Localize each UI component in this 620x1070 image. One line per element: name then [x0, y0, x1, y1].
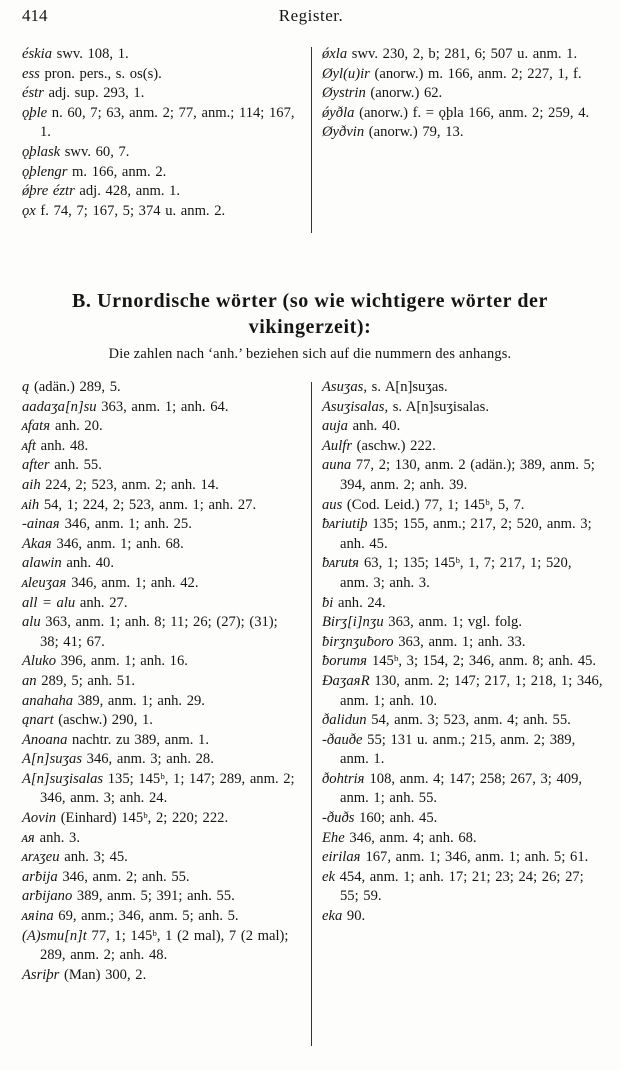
bottom-index-columns — [22, 378, 602, 1058]
index-entry — [322, 809, 604, 829]
index-entry — [22, 770, 300, 809]
entry-headword: an — [22, 672, 37, 689]
index-entry — [22, 829, 300, 849]
index-entry — [322, 496, 604, 516]
section-b-note: Die zahlen nach ‘anh.’ beziehen sich auf die nummern des anhangs. — [108, 346, 512, 362]
index-entry — [322, 907, 604, 927]
entry-references: 130, anm. 2; 147; 217, 1; 218, 1; 346, anm. 1; anh. 10. — [340, 672, 603, 709]
entry-headword: anahaha — [22, 692, 74, 709]
entry-references: (aschw.) 290, 1. — [53, 712, 153, 729]
entry-headword: ąnart — [22, 712, 54, 729]
entry-references: 346, anm. 1; anh. 42. — [66, 574, 199, 591]
entry-headword: A[n]suʒas — [22, 751, 82, 768]
entry-references: 363, anm. 1; anh. 64. — [96, 398, 229, 415]
entry-references: 363, anm. 1; anh. 33. — [393, 633, 526, 650]
index-entry — [22, 65, 300, 85]
entry-references: 135; 155, anm.; 217, 2; 520, anm. 3; anh. 45. — [340, 516, 592, 552]
index-entry — [322, 731, 604, 770]
entry-references: 363, anm. 1; vgl. folg. — [383, 614, 522, 631]
entry-references: 55; 131 u. anm.; 215, anm. 2; 389, anm. 1. — [340, 731, 576, 768]
entry-headword: aadaʒa[n]su — [22, 398, 97, 415]
section-b-heading: B. Urnordische wörter (so wie wichtigere wörter der vikingerzeit): — [71, 290, 549, 338]
index-entry — [322, 848, 604, 868]
entry-headword: eka — [322, 908, 343, 925]
entry-headword: ek — [322, 868, 335, 885]
index-entry — [22, 104, 300, 143]
top-right-column — [322, 45, 604, 143]
index-entry — [22, 907, 300, 927]
index-entry — [322, 84, 604, 104]
index-entry — [22, 84, 300, 104]
entry-references: 346, anm. 2; anh. 55. — [57, 868, 190, 885]
entry-references: (anorw.) m. 166, anm. 2; 227, 1, f. — [369, 65, 582, 82]
entry-headword: ᴀᴙina — [22, 908, 54, 925]
entry-references: (adän.) 289, 5. — [29, 379, 121, 395]
index-entry — [322, 672, 604, 711]
entry-references: 54, anm. 3; 523, anm. 4; anh. 55. — [366, 712, 571, 729]
entry-references: anh. 27. — [75, 594, 128, 611]
entry-references: 396, anm. 1; anh. 16. — [56, 653, 188, 670]
entry-references: nachtr. zu 389, anm. 1. — [67, 731, 209, 748]
entry-headword: -ðuðs — [322, 810, 355, 827]
entry-headword: Aluko — [22, 653, 57, 670]
entry-headword: ǫx — [22, 202, 36, 219]
top-index-columns — [22, 45, 602, 260]
entry-references: 160; anh. 45. — [354, 810, 438, 827]
entry-references: (Cod. Leid.) 77, 1; 145ᵇ, 5, 7. — [342, 496, 525, 513]
index-entry — [22, 574, 300, 594]
entry-headword: Øyl(u)ir — [322, 65, 370, 82]
entry-headword: ǿþre éztr — [22, 183, 75, 200]
index-entry — [22, 143, 300, 163]
entry-headword: aus — [322, 496, 343, 513]
entry-headword: auja — [322, 418, 348, 435]
index-entry — [22, 378, 300, 398]
entry-references: 289, 5; anh. 51. — [36, 672, 136, 689]
index-entry — [322, 65, 604, 85]
index-entry — [22, 456, 300, 476]
entry-references: 454, anm. 1; anh. 17; 21; 23; 24; 26; 27; 55; 59. — [334, 868, 584, 905]
index-entry — [322, 868, 604, 907]
index-entry — [322, 398, 604, 418]
entry-headword: A[n]suʒisalas — [22, 770, 104, 787]
index-entry — [22, 927, 300, 966]
entry-headword: ƀᴀriutiþ — [322, 516, 368, 533]
entry-headword: éstr — [22, 85, 44, 102]
entry-references: (anorw.) 62. — [365, 85, 443, 102]
entry-references: anh. 40. — [61, 555, 114, 572]
entry-headword: -ainaᴙ — [22, 516, 60, 533]
entry-headword: all = alu — [22, 594, 76, 611]
entry-headword: ƀorumᴙ — [322, 653, 368, 670]
entry-references: m. 166, anm. 2. — [67, 163, 167, 180]
index-entry — [322, 711, 604, 731]
index-entry — [22, 594, 300, 614]
index-entry — [22, 496, 300, 516]
entry-headword: Anoana — [22, 731, 68, 748]
entry-references: swv. 230, 2, b; 281, 6; 507 u. anm. 1. — [347, 46, 578, 62]
entry-references: 63, 1; 135; 145ᵇ, 1, 7; 217, 1; 520, anm. 3; anh. 3. — [340, 555, 572, 591]
entry-headword: ǫþlask — [22, 143, 61, 160]
index-entry — [22, 966, 300, 986]
entry-headword: ƀirʒnʒuƀoro — [322, 633, 394, 650]
entry-headword: Ehe — [322, 829, 345, 846]
entry-references: f. 74, 7; 167, 5; 374 u. anm. 2. — [35, 202, 226, 219]
entry-headword: ᴀleuʒaᴙ — [22, 574, 67, 591]
index-entry — [22, 652, 300, 672]
index-entry — [22, 711, 300, 731]
entry-headword: Birʒ[i]nʒu — [322, 614, 384, 631]
index-entry — [22, 202, 300, 222]
entry-references: 346, anm. 1; anh. 25. — [59, 516, 192, 533]
entry-references: anh. 48. — [35, 437, 89, 454]
entry-headword: ą — [22, 379, 30, 395]
index-entry — [322, 45, 604, 65]
index-entry — [22, 437, 300, 457]
entry-headword: auna — [322, 457, 352, 474]
top-left-column — [22, 45, 300, 221]
index-entry — [322, 613, 604, 633]
index-entry — [22, 868, 300, 888]
entry-references: 389, anm. 1; anh. 29. — [73, 692, 205, 709]
entry-references: pron. pers., s. os(s). — [39, 65, 162, 82]
entry-references: 69, anm.; 346, anm. 5; anh. 5. — [53, 908, 239, 925]
entry-references: 54, 1; 224, 2; 523, anm. 1; anh. 27. — [39, 496, 257, 513]
index-entry — [22, 476, 300, 496]
entry-headword: Akaᴙ — [22, 535, 52, 552]
index-entry — [22, 163, 300, 183]
entry-headword: ǿyðla — [322, 104, 355, 121]
entry-references: 135; 145ᵇ, 1; 147; 289, anm. 2; 346, anm. 3; anh. 24. — [40, 770, 295, 807]
entry-headword: Øyðvin — [322, 124, 365, 141]
entry-references: (Einhard) 145ᵇ, 2; 220; 222. — [56, 810, 229, 827]
index-entry — [322, 437, 604, 457]
entry-headword: ᴀft — [22, 437, 36, 454]
entry-references: 346, anm. 4; anh. 68. — [344, 829, 477, 846]
entry-references: anh. 3. — [35, 829, 80, 846]
entry-headword: ᴀih — [22, 496, 40, 513]
index-entry — [322, 633, 604, 653]
entry-references: anh. 55. — [49, 457, 102, 474]
entry-headword: arƀijano — [22, 888, 73, 905]
index-entry — [322, 417, 604, 437]
entry-references: (aschw.) 222. — [352, 437, 436, 454]
entry-headword: Asuʒas — [322, 379, 364, 395]
entry-references: anh. 40. — [347, 418, 401, 435]
entry-headword: Aulfr — [322, 437, 352, 454]
entry-headword: ess — [22, 65, 40, 82]
index-entry — [322, 594, 604, 614]
index-entry — [22, 692, 300, 712]
entry-references: adj. 428, anm. 1. — [74, 183, 181, 200]
entry-headword: ÐaʒaᴙR — [322, 672, 370, 689]
index-entry — [322, 652, 604, 672]
entry-headword: (A)smu[n]t — [22, 927, 87, 944]
entry-references: anh. 3; 45. — [59, 849, 128, 866]
index-entry — [22, 848, 300, 868]
index-entry — [22, 887, 300, 907]
entry-references: 346, anm. 1; anh. 68. — [51, 535, 184, 552]
entry-headword: ǫþlengr — [22, 163, 68, 180]
entry-headword: alawin — [22, 555, 62, 572]
index-entry — [22, 45, 300, 65]
column-divider — [311, 47, 312, 233]
entry-headword: eirilaᴙ — [322, 849, 361, 866]
entry-references: anh. 24. — [333, 594, 386, 611]
entry-references: anh. 20. — [50, 418, 103, 435]
index-entry — [22, 750, 300, 770]
index-entry — [322, 104, 604, 124]
index-entry — [22, 182, 300, 202]
index-entry — [22, 554, 300, 574]
entry-headword: ƀi — [322, 594, 334, 611]
entry-references: swv. 60, 7. — [60, 143, 130, 160]
entry-references: (Man) 300, 2. — [59, 966, 147, 983]
index-entry — [322, 554, 604, 593]
entry-references: (anorw.) f. = ǫþla 166, anm. 2; 259, 4. — [354, 104, 590, 121]
running-title: Register. — [278, 6, 344, 25]
index-entry — [322, 515, 604, 554]
entry-headword: ƀᴀrutᴙ — [322, 555, 360, 572]
index-entry — [322, 456, 604, 495]
bottom-left-column — [22, 378, 300, 985]
entry-headword: ðohtriᴙ — [322, 770, 365, 787]
index-entry — [22, 809, 300, 829]
index-entry — [22, 672, 300, 692]
entry-references: , s. A[n]suʒas. — [363, 379, 448, 395]
entry-headword: ᴀrᴀʒeu — [22, 849, 60, 866]
entry-headword: ǿxla — [322, 46, 348, 62]
entry-references: 77, 2; 130, anm. 2 (adän.); 389, anm. 5; 394, anm. 2; anh. 39. — [340, 457, 595, 493]
entry-headword: -ðauðe — [322, 731, 363, 748]
entry-references: , s. A[n]suʒisalas. — [384, 398, 489, 415]
entry-headword: alu — [22, 614, 41, 631]
entry-references: 363, anm. 1; anh. 8; 11; 26; (27); (31); 38; 41; 67. — [40, 614, 278, 650]
entry-references: adj. sup. 293, 1. — [43, 85, 145, 102]
entry-headword: ǫþle — [22, 104, 48, 121]
entry-references: (anorw.) 79, 13. — [364, 124, 464, 141]
entry-headword: ᴀfatᴙ — [22, 418, 51, 435]
entry-references: 90. — [342, 908, 366, 925]
entry-references: 108, anm. 4; 147; 258; 267, 3; 409, anm. 1; anh. 55. — [340, 770, 583, 807]
entry-references: 77, 1; 145ᵇ, 1 (2 mal), 7 (2 mal); 289, anm. 2; anh. 48. — [40, 927, 289, 964]
entry-references: 389, anm. 5; 391; anh. 55. — [72, 888, 235, 905]
entry-headword: aih — [22, 476, 41, 493]
index-entry — [322, 829, 604, 849]
index-entry — [22, 398, 300, 418]
entry-references: n. 60, 7; 63, anm. 2; 77, anm.; 114; 167, 1. — [40, 104, 295, 141]
entry-headword: éskia — [22, 46, 52, 62]
entry-headword: arƀija — [22, 868, 58, 885]
index-entry — [322, 378, 604, 398]
index-entry — [22, 613, 300, 652]
index-entry — [22, 731, 300, 751]
entry-references: 224, 2; 523, anm. 2; anh. 14. — [40, 476, 219, 493]
entry-headword: Øystrin — [322, 85, 366, 102]
index-entry — [22, 515, 300, 535]
entry-references: swv. 108, 1. — [52, 46, 129, 62]
entry-headword: after — [22, 457, 50, 474]
page-number: 414 — [22, 6, 48, 25]
page-header — [22, 6, 600, 28]
entry-headword: ðalidun — [322, 712, 367, 729]
entry-references: 167, anm. 1; 346, anm. 1; anh. 5; 61. — [360, 849, 589, 866]
entry-headword: Aovin — [22, 810, 57, 827]
index-entry — [22, 417, 300, 437]
entry-references: 145ᵇ, 3; 154, 2; 346, anm. 8; anh. 45. — [367, 653, 597, 670]
index-entry — [322, 123, 604, 143]
bottom-right-column — [322, 378, 604, 927]
index-entry — [322, 770, 604, 809]
index-entry — [22, 535, 300, 555]
entry-headword: Asuʒisalas — [322, 398, 385, 415]
column-divider — [311, 382, 312, 1046]
entry-headword: ᴀᴙ — [22, 829, 35, 846]
entry-headword: Asriþr — [22, 966, 60, 983]
entry-references: 346, anm. 3; anh. 28. — [82, 751, 214, 768]
